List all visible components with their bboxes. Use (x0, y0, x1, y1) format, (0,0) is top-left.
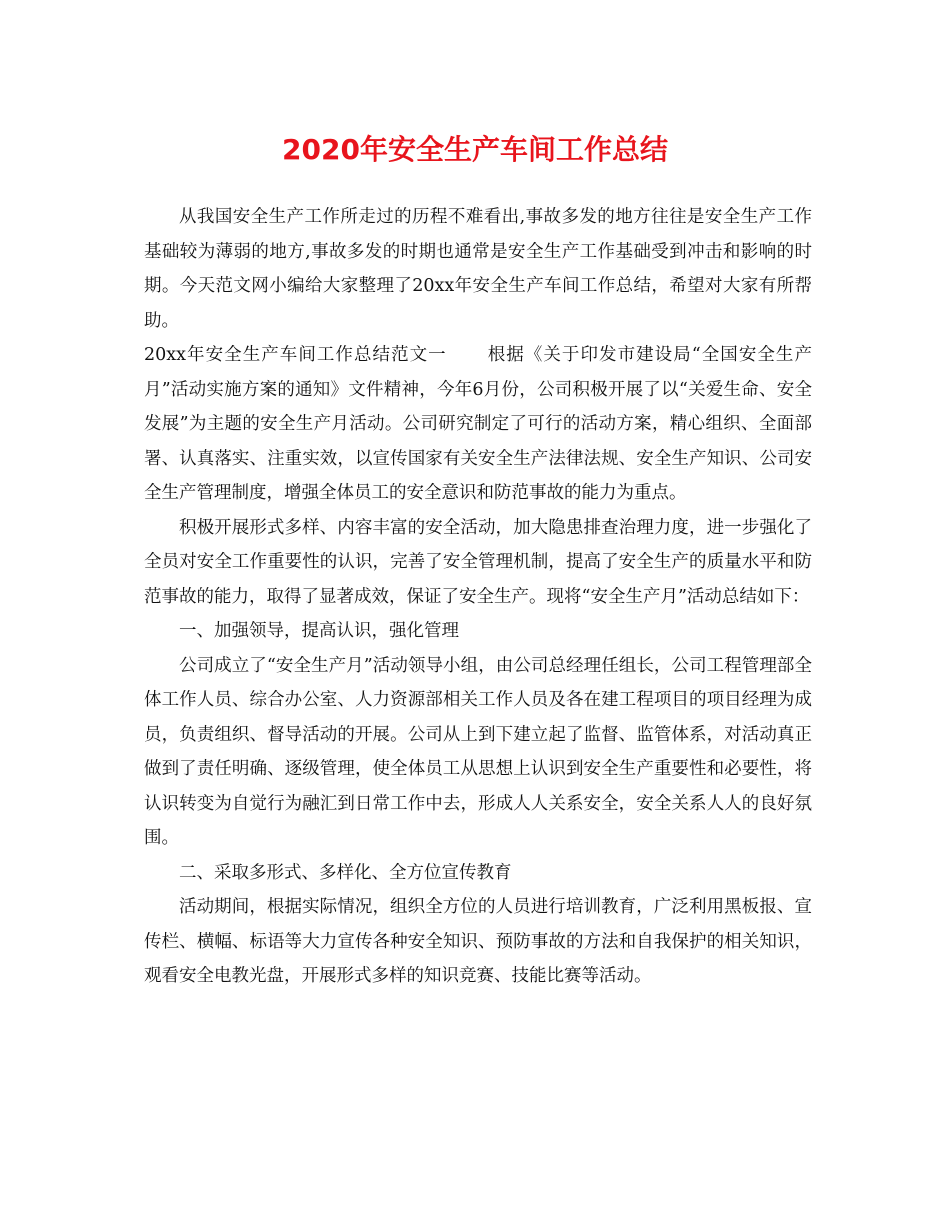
paragraph-activities: 积极开展形式多样、内容丰富的安全活动，加大隐患排查治理力度，进一步强化了全员对安全工作重要性的认识，完善了安全管理机制，提高了安全生产的质量水平和防范事故的能力，取得了显著成效，保证了安全生产。现将“安全生产月”活动总结如下： (144, 517, 812, 607)
paragraph-education: 活动期间，根据实际情况，组织全方位的人员进行培训教育，广泛利用黑板报、宣传栏、横幅、标语等大力宣传各种安全知识、预防事故的方法和自我保护的相关知识，观看安全电教光盘，开展形式多样的知识竞赛、技能比赛等活动。 (144, 897, 812, 986)
paragraph-intro: 从我国安全生产工作所走过的历程不难看出,事故多发的地方往往是安全生产工作基础较为薄弱的地方,事故多发的时期也通常是安全生产工作基础受到冲击和影响的时期。今天范文网小编给大家整理了20xx年安全生产车间工作总结，希望对大家有所帮助。 (144, 207, 812, 331)
document-body (144, 200, 812, 994)
document-title: 2020年安全生产车间工作总结 (282, 133, 668, 166)
paragraph-sample-one-text: 根据《关于印发市建设局“全国安全生产月”活动实施方案的通知》文件精神，今年6月份，公司积极开展了以“关爱生命、安全发展”为主题的安全生产月活动。公司研究制定了可行的活动方案，精心组织、全面部署、认真落实、注重实效，以宣传国家有关安全生产法律法规、安全生产知识、公司安全生产管理制度，增强全体员工的安全意识和防范事故的能力为重点。 (144, 345, 812, 503)
paragraph-sample-one-lead: 20xx年安全生产车间工作总结范文一 (144, 345, 447, 365)
section-heading-two: 二、采取多形式、多样化、全方位宣传教育 (179, 862, 512, 883)
section-heading-one: 一、加强领导，提高认识，强化管理 (179, 621, 459, 641)
paragraph-leadership: 公司成立了“安全生产月”活动领导小组，由公司总经理任组长，公司工程管理部全体工作人员、综合办公室、人力资源部相关工作人员及各在建工程项目的项目经理为成员，负责组织、督导活动的开展。公司从上到下建立起了监督、监管体系，对活动真正做到了责任明确、逐级管理，使全体员工从思想上认识到安全生产重要性和必要性，将认识转变为自觉行为融汇到日常工作中去，形成人人关系安全，安全关系人人的良好氛围。 (144, 655, 812, 848)
paragraph-sample-one (144, 338, 812, 511)
